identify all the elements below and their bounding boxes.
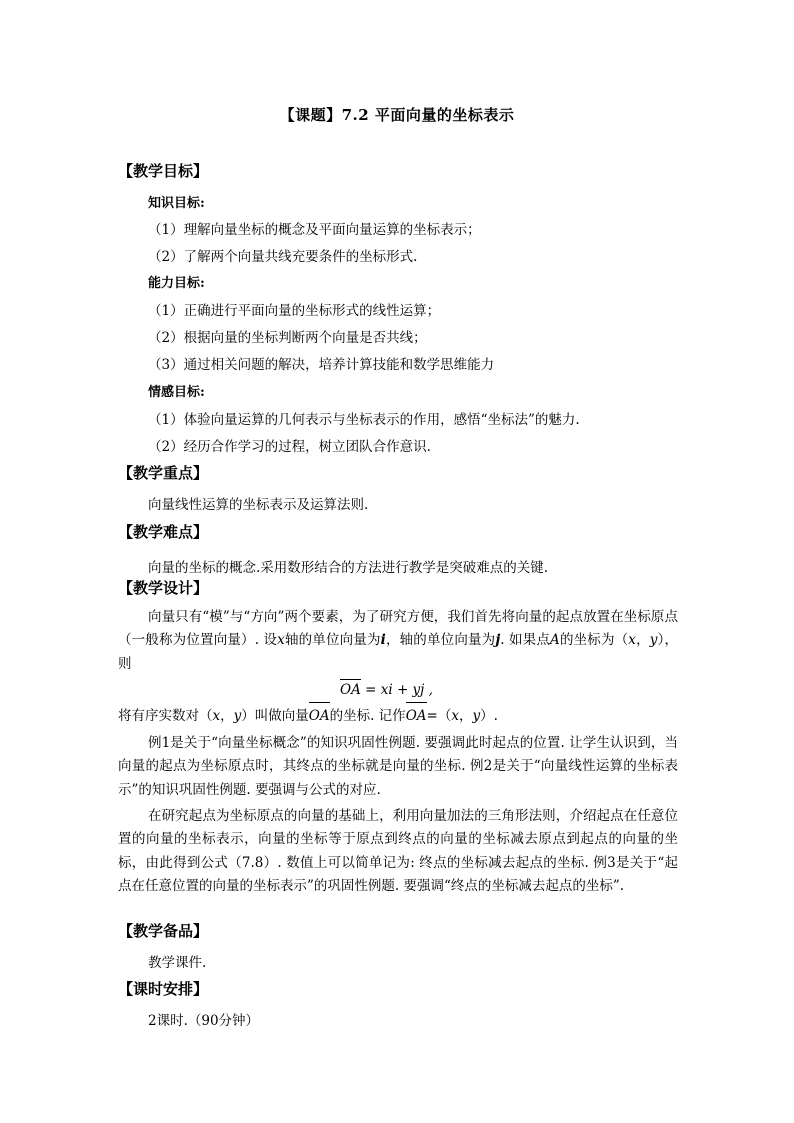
knowledge-goal-1: （1）理解向量坐标的概念及平面向量运算的坐标表示；	[148, 222, 481, 238]
vector-oa-symbol: OA	[340, 682, 361, 698]
key-points-text: 向量线性运算的坐标表示及运算法则.	[148, 497, 369, 513]
knowledge-goal-label: 知识目标:	[148, 196, 205, 211]
ability-goal-3: （3）通过相关问题的解决，培养计算技能和数学思维能力	[148, 357, 495, 373]
goals-heading: 【教学目标】	[118, 162, 209, 180]
ability-goal-2: （2）根据向量的坐标判断两个向量是否共线；	[148, 330, 427, 346]
vector-formula: OA = xi + yj ,	[340, 682, 433, 698]
key-points-heading: 【教学重点】	[118, 464, 209, 482]
design-paragraph-1: 向量只有“模”与“方向”两个要素，为了研究方便，我们首先将向量的起点放置在坐标原点（一般称为位置向量）. 设x轴的单位向量为i，轴的单位向量为j. 如果点A的坐标为（x，y），则	[118, 609, 678, 672]
emotion-goal-label: 情感目标:	[148, 385, 205, 400]
design-paragraph-4: 在研究起点为坐标原点的向量的基础上，利用向量加法的三角形法则，介绍起点在任意位置的向量的坐标表示，向量的坐标等于原点到终点的向量的坐标减去原点到起点的向量的坐标，由此得到公式（7.8）. 数值上可以简单记为: 终点的坐标减去起点的坐标. 例3是关于“起点在任意位置的向量的坐标表示”的巩固性例题. 要强调“终点的坐标减去起点的坐标”.	[118, 808, 678, 895]
ability-goal-label: 能力目标:	[148, 276, 205, 291]
ability-goal-1: （1）正确进行平面向量的坐标形式的线性运算；	[148, 303, 441, 319]
prep-heading: 【教学备品】	[118, 922, 209, 940]
prep-text: 教学课件.	[148, 955, 207, 971]
vector-oa-symbol: OA	[309, 705, 330, 728]
knowledge-goal-2: （2）了解两个向量共线充要条件的坐标形式.	[148, 249, 418, 265]
vector-oa-symbol: OA	[406, 705, 427, 728]
design-paragraph-3: 例1是关于“向量坐标概念”的知识巩固性例题. 要强调此时起点的位置. 让学生认识到，当向量的起点为坐标原点时，其终点的坐标就是向量的坐标. 例2是关于“向量线性运算的坐标表示”的知识巩固性例题. 要强调与公式的对应.	[118, 735, 678, 798]
emotion-goal-1: （1）体验向量运算的几何表示与坐标表示的作用，感悟“坐标法”的魅力.	[148, 412, 580, 428]
difficulty-text: 向量的坐标的概念.采用数形结合的方法进行教学是突破难点的关键.	[148, 560, 549, 576]
schedule-text: 2课时.（90分钟）	[148, 1013, 260, 1029]
difficulty-heading: 【教学难点】	[118, 523, 209, 541]
emotion-goal-2: （2）经历合作学习的过程，树立团队合作意识.	[148, 439, 431, 455]
design-paragraph-2: 将有序实数对（x，y）叫做向量OA的坐标. 记作OA=（x，y）.	[118, 705, 678, 728]
schedule-heading: 【课时安排】	[118, 980, 209, 998]
design-heading: 【教学设计】	[118, 579, 209, 597]
page-title: 【课题】7.2 平面向量的坐标表示	[279, 106, 515, 124]
